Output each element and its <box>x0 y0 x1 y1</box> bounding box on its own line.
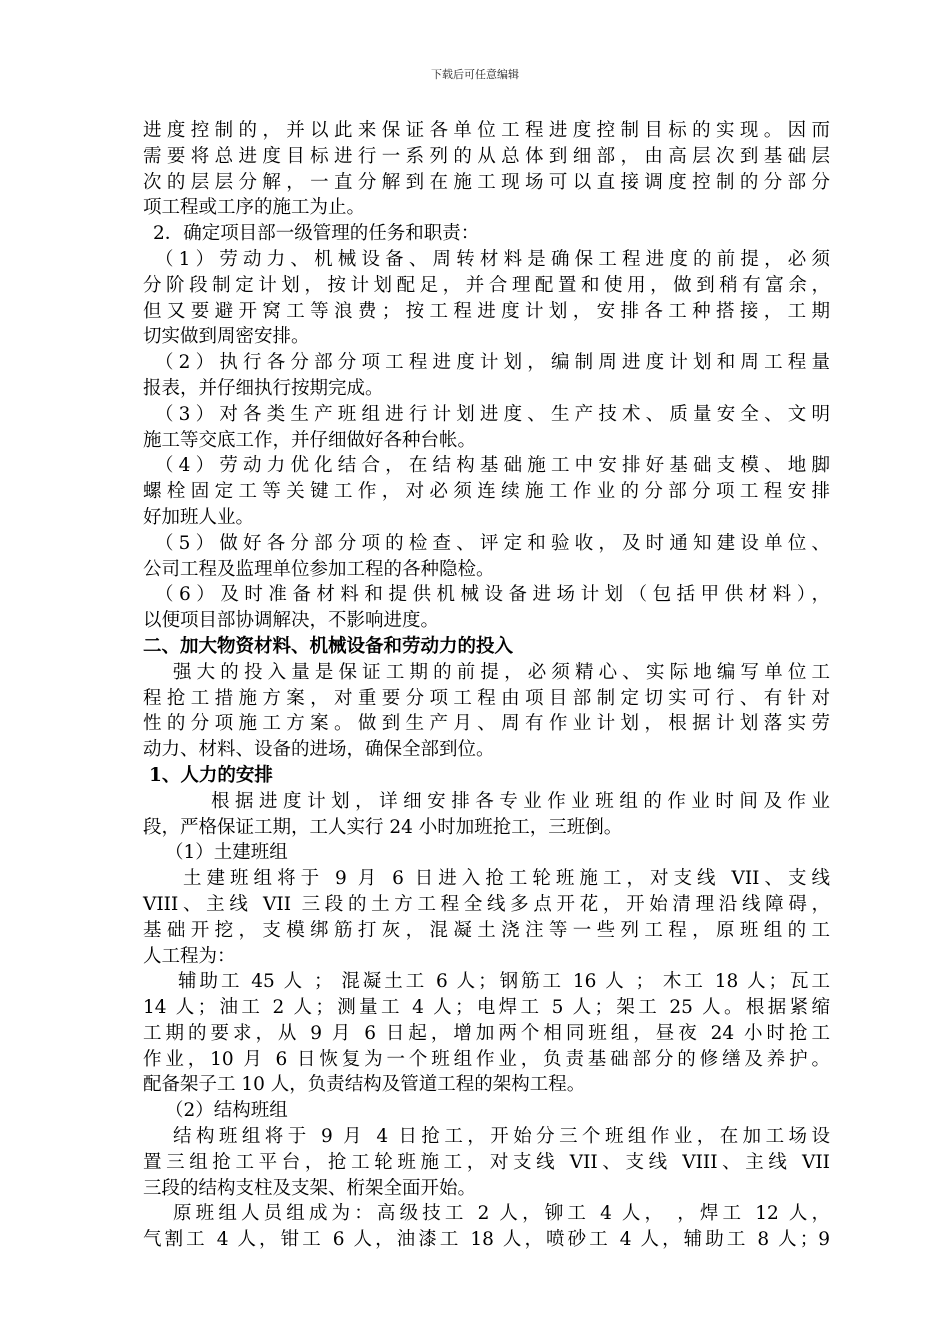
text-line: 三段的结构支柱及支架、桁架全面开始。 <box>143 1177 477 1199</box>
text-line: （3）对各类生产班组进行计划进度、生产技术、质量安全、文明 <box>155 403 830 425</box>
text-line: 原班组人员组成为：高级技工 2 人，铆工 4 人， ，焊工 12 人， <box>173 1203 830 1225</box>
text-line: 需要将总进度目标进行一系列的从总体到细部，由高层次到基础层 <box>143 145 830 167</box>
text-line: 程抢工措施方案，对重要分项工程由项目部制定切实可行、有针对 <box>143 687 830 709</box>
text-line: （1）土建班组 <box>165 842 288 864</box>
text-line: 报表，并仔细执行按期完成。 <box>143 377 384 399</box>
text-line: 14 人；油工 2 人；测量工 4 人；电焊工 5 人；架工 25 人。根据紧缩 <box>143 997 830 1019</box>
text-line: 切实做到周密安排。 <box>143 326 310 348</box>
section-heading: 1、人力的安排 <box>149 764 273 786</box>
text-line: 性的分项施工方案。做到生产月、周有作业计划，根据计划落实劳 <box>143 713 830 735</box>
text-line: 配备架子工 10 人，负责结构及管道工程的架构工程。 <box>143 1074 586 1096</box>
text-line: （2）执行各分部分项工程进度计划，编制周进度计划和周工程量 <box>155 352 830 374</box>
text-line: 次的层层分解，一直分解到在施工现场可以直接调度控制的分部分 <box>143 171 830 193</box>
text-line: （6）及时准备材料和提供机械设备进场计划（包括甲供材料）， <box>155 584 830 606</box>
page-header: 下载后可任意编辑 <box>431 68 519 81</box>
document-body <box>143 118 830 1253</box>
text-line: 气割工 4 人，钳工 6 人，油漆工 18 人，喷砂工 4 人，辅助工 8 人；9 <box>143 1229 830 1251</box>
text-line: （4）劳动力优化结合，在结构基础施工中安排好基础支模、地脚 <box>155 455 830 477</box>
text-line: （2）结构班组 <box>165 1100 288 1122</box>
text-line: 项工程或工序的施工为止。 <box>143 197 366 219</box>
text-line: 置三组抢工平台，抢工轮班施工，对支线 VII、支线 VIII、主线 VII <box>143 1151 830 1173</box>
text-line: 但又要避开窝工等浪费；按工程进度计划，安排各工种搭接，工期 <box>143 300 830 322</box>
text-line: 辅助工 45 人 ； 混凝土工 6 人；钢筋工 16 人 ； 木工 18 人；瓦工 <box>178 971 830 993</box>
text-line: 工期的要求，从 9 月 6 日起，增加两个相同班组，昼夜 24 小时抢工 <box>143 1022 830 1044</box>
text-line: 强大的投入量是保证工期的前提，必须精心、实际地编写单位工 <box>173 661 830 683</box>
text-line: 分阶段制定计划，按计划配足，并合理配置和使用，做到稍有富余， <box>143 274 830 296</box>
text-line: VIII、主线 VII 三段的土方工程全线多点开花，开始清理沿线障碍， <box>143 893 830 915</box>
text-line: 人工程为： <box>143 945 236 967</box>
text-line: 动力、材料、设备的进场，确保全部到位。 <box>143 739 495 761</box>
text-line: 施工等交底工作，并仔细做好各种台帐。 <box>143 429 477 451</box>
text-line: （1）劳动力、机械设备、周转材料是确保工程进度的前提，必须 <box>155 248 830 270</box>
text-line: 结构班组将于 9 月 4 日抢工，开始分三个班组作业，在加工场设 <box>173 1126 830 1148</box>
text-line: 公司工程及监理单位参加工程的各种隐检。 <box>143 558 495 580</box>
text-line: 进度控制的，并以此来保证各单位工程进度控制目标的实现。因而 <box>143 120 830 141</box>
text-line: 以便项目部协调解决，不影响进度。 <box>143 610 440 632</box>
text-line: 螺栓固定工等关键工作，对必须连续施工作业的分部分项工程安排 <box>143 481 830 503</box>
text-line: 好加班人业。 <box>143 506 255 528</box>
text-line: 土建班组将于 9 月 6 日进入抢工轮班施工，对支线 VII、支线 <box>183 868 830 890</box>
text-line: （5）做好各分部分项的检查、评定和验收，及时通知建设单位、 <box>155 532 830 554</box>
text-line: 基础开挖，支模绑筋打灰，混凝土浇注等一些列工程，原班组的工 <box>143 919 830 941</box>
text-line: 作业，10 月 6 日恢复为一个班组作业，负责基础部分的修缮及养护。 <box>143 1048 830 1070</box>
section-heading: 二、加大物资材料、机械设备和劳动力的投入 <box>143 635 514 657</box>
text-line: 段，严格保证工期，工人实行 24 小时加班抢工，三班倒。 <box>143 816 623 838</box>
text-line: 根据进度计划，详细安排各专业作业班组的作业时间及作业 <box>211 790 830 812</box>
text-line: 2．确定项目部一级管理的任务和职责： <box>153 223 480 245</box>
